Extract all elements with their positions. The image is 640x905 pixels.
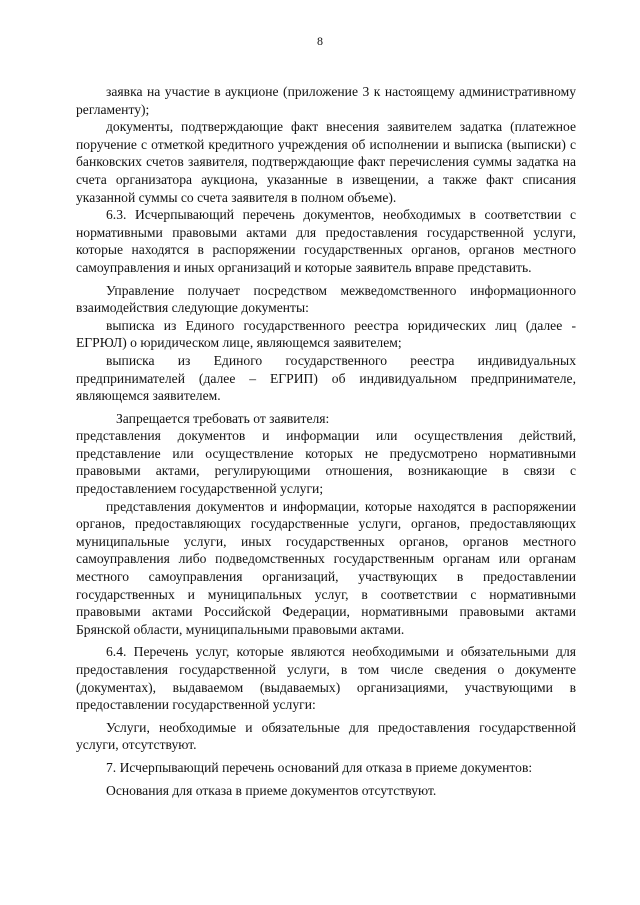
paragraph: Запрещается требовать от заявителя: xyxy=(116,410,330,426)
page-number: 8 xyxy=(317,34,323,48)
paragraph: выписка из Единого государственного реестра индивидуальных предпринимателей (далее – ЕГРИП) об индивидуальном предпринимателе, являющемся заявителем. xyxy=(76,352,576,404)
paragraph: 7. Исчерпывающий перечень оснований для отказа в приеме документов: xyxy=(106,759,533,775)
paragraph: Основания для отказа в приеме документов отсутствуют. xyxy=(106,782,437,798)
paragraph: 6.3. Исчерпывающий перечень документов, необходимых в соответствии с нормативными правовыми актами для предоставления государственной услуги, которые находятся в распоряжении государственных органов, органов местного самоуправления и иных организаций и которые заявитель вправе представить. xyxy=(76,207,576,275)
paragraph: документы, подтверждающие факт внесения заявителем задатка (платежное поручение с отметкой кредитного учреждения об исполнении и выписка (выписки) с банковских счетов заявителя, подтверждающие факт перечисления суммы задатка на счета организатора аукциона, указанные в извещении, а также факт списания указанной суммы со счета заявителя в полном объеме). xyxy=(76,119,576,205)
paragraph: представления документов и информации или осуществления действий, представление или осуществление которых не предусмотрено нормативными правовыми актами, регулирующими отношения, возникающие в связи с предоставлением государственной услуги; xyxy=(76,428,576,497)
paragraph: Управление получает посредством межведомственного информационного взаимодействия следующие документы: xyxy=(76,282,576,316)
paragraph: Услуги, необходимые и обязательные для предоставления государственной услуги, отсутствуют. xyxy=(76,719,576,753)
paragraph: заявка на участие в аукционе (приложение 3 к настоящему административному регламенту); xyxy=(76,84,576,117)
document-body xyxy=(76,83,576,799)
paragraph: представления документов и информации, которые находятся в распоряжении органов, предоставляющих государственные услуги, органов, предоставляющих муниципальные услуги, иных государственных органов, органов местного самоуправления либо подведомственных государственным органам или органам местного самоуправления организаций, участвующих в предоставлении государственных и муниципальных услуг, в соответствии с нормативными правовыми актами Российской Федерации, нормативными правовыми актами Брянской области, муниципальными правовыми актами. xyxy=(76,498,576,637)
paragraph: выписка из Единого государственного реестра юридических лиц (далее - ЕГРЮЛ) о юридическом лице, являющемся заявителем; xyxy=(76,317,576,351)
paragraph: 6.4. Перечень услуг, которые являются необходимыми и обязательными для предоставления государственной услуги, в том числе сведения о документе (документах), выдаваемом (выдаваемых) организациями, участвующими в предоставлении государственной услуги: xyxy=(76,644,576,713)
